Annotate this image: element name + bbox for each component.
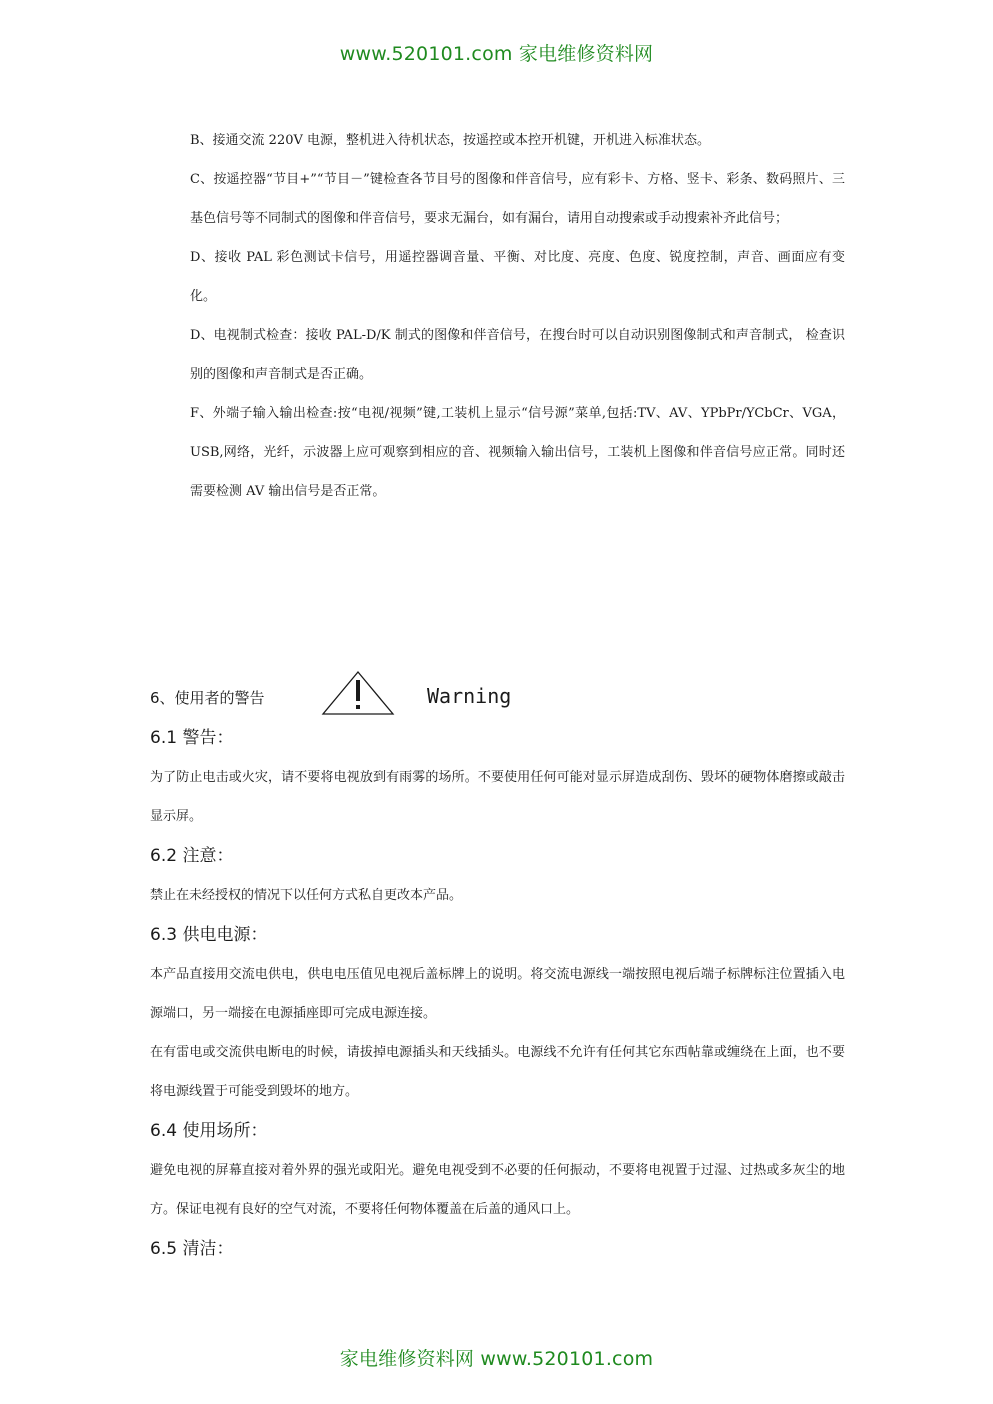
step-c: C、按遥控器“节目+”“节目－”键检查各节目号的图像和伴音信号，应有彩卡、方格、竖卡、彩条、数码照片、三基色信号等不同制式的图像和伴音信号，要求无漏台，如有漏台，请用自动搜索或手动搜索补齐此信号；	[190, 172, 845, 226]
paragraph-6-1: 为了防止电击或火灾，请不要将电视放到有雨雾的场所。不要使用任何可能对显示屏造成刮伤、毁坏的硬物体磨擦或敲击显示屏。	[150, 770, 845, 824]
paragraph-6-4: 避免电视的屏幕直接对着外界的强光或阳光。避免电视受到不必要的任何振动，不要将电视置于过湿、过热或多灰尘的地方。保证电视有良好的空气对流，不要将任何物体覆盖在后盖的通风口上。	[150, 1163, 845, 1217]
heading-6-1: 6.1 警告：	[150, 728, 234, 748]
section-6-title: 6、使用者的警告	[150, 689, 265, 707]
heading-6-5: 6.5 清洁：	[150, 1239, 234, 1259]
footer-site-link[interactable]: 家电维修资料网 www.520101.com	[339, 1348, 654, 1370]
paragraph-6-3-a: 本产品直接用交流电供电，供电电压值见电视后盖标牌上的说明。将交流电源线一端按照电视后端子标牌标注位置插入电源端口，另一端接在电源插座即可完成电源连接。	[150, 967, 845, 1021]
paragraph-6-2: 禁止在未经授权的情况下以任何方式私自更改本产品。	[150, 888, 463, 903]
section-6-header	[150, 670, 850, 720]
warning-triangle-icon	[321, 670, 395, 716]
step-d-color: D、接收 PAL 彩色测试卡信号，用遥控器调音量、平衡、对比度、亮度、色度、锐度控制，声音、画面应有变化。	[190, 250, 845, 304]
heading-6-2: 6.2 注意：	[150, 846, 234, 866]
step-f: F、外端子输入输出检查:按“电视/视频”键,工装机上显示“信号源”菜单,包括:TV、AV、YPbPr/YCbCr、VGA，USB,网络，光纤，示波器上应可观察到相应的音、视频输入输出信号，工装机上图像和伴音信号应正常。同时还需要检测 AV 输出信号是否正常。	[190, 406, 845, 499]
heading-6-3: 6.3 供电电源：	[150, 925, 268, 945]
paragraph-6-3-b: 在有雷电或交流供电断电的时候，请拔掉电源插头和天线插头。电源线不允许有任何其它东西帖靠或缠绕在上面，也不要将电源线置于可能受到毁坏的地方。	[150, 1045, 845, 1099]
section-6-body	[150, 718, 845, 1269]
step-b: B、接通交流 220V 电源，整机进入待机状态，按遥控或本控开机键，开机进入标准状态。	[190, 133, 711, 148]
warning-label: Warning	[427, 684, 512, 708]
header-site-link[interactable]: www.520101.com 家电维修资料网	[339, 43, 654, 65]
step-d-system: D、电视制式检查：接收 PAL-D/K 制式的图像和伴音信号，在搜台时可以自动识别图像制式和声音制式， 检查识别的图像和声音制式是否正确。	[190, 328, 845, 382]
intro-steps	[190, 121, 845, 511]
heading-6-4: 6.4 使用场所：	[150, 1121, 268, 1141]
